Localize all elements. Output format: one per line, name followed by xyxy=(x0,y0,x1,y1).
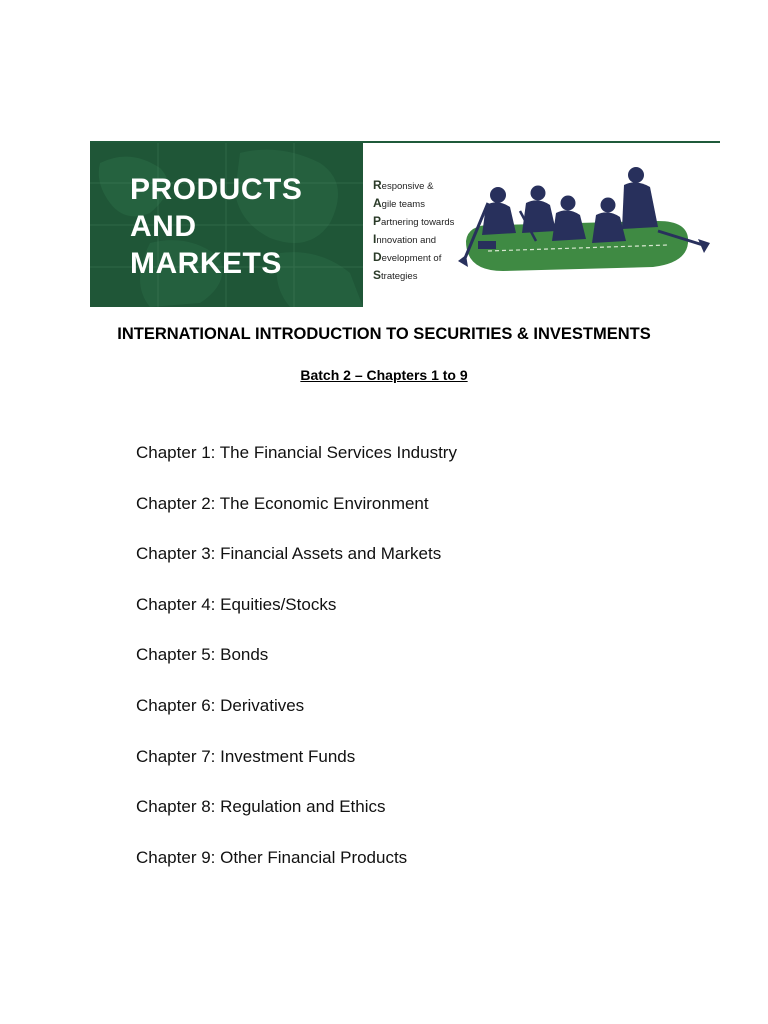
header-banner xyxy=(90,141,720,307)
banner-title-line: PRODUCTS xyxy=(130,173,303,206)
acrostic-line: Strategies xyxy=(373,268,418,282)
chapter-item: Chapter 3: Financial Assets and Markets xyxy=(136,544,442,564)
acrostic-line: Development of xyxy=(373,250,442,264)
banner-title xyxy=(130,171,302,282)
chapter-item: Chapter 6: Derivatives xyxy=(136,695,305,715)
chapter-item: Chapter 1: The Financial Services Industry xyxy=(136,443,457,462)
chapter-item: Chapter 9: Other Financial Products xyxy=(136,847,408,867)
rapids-acrostic xyxy=(373,177,454,285)
banner-logo-panel xyxy=(363,143,720,307)
acrostic-line: Agile teams xyxy=(373,196,425,210)
banner-title-line: MARKETS xyxy=(130,247,282,280)
chapter-item: Chapter 8: Regulation and Ethics xyxy=(136,797,386,817)
chapter-item: Chapter 7: Investment Funds xyxy=(136,746,356,766)
chapter-item: Chapter 5: Bonds xyxy=(136,645,269,665)
chapter-item: Chapter 4: Equities/Stocks xyxy=(136,594,337,614)
acrostic-line: Partnering towards xyxy=(373,214,455,228)
raft-team-icon xyxy=(458,163,718,283)
banner-title-panel xyxy=(90,143,363,307)
acrostic-line: Innovation and xyxy=(373,232,437,246)
document-heading: INTERNATIONAL INTRODUCTION TO SECURITIES & INVESTMENTS xyxy=(117,325,651,343)
chapter-item: Chapter 2: The Economic Environment xyxy=(136,493,429,513)
acrostic-line: Responsive & xyxy=(373,178,434,192)
document-subheading: Batch 2 – Chapters 1 to 9 xyxy=(300,367,468,383)
banner-title-line: AND xyxy=(130,210,197,243)
chapter-list xyxy=(136,441,457,896)
